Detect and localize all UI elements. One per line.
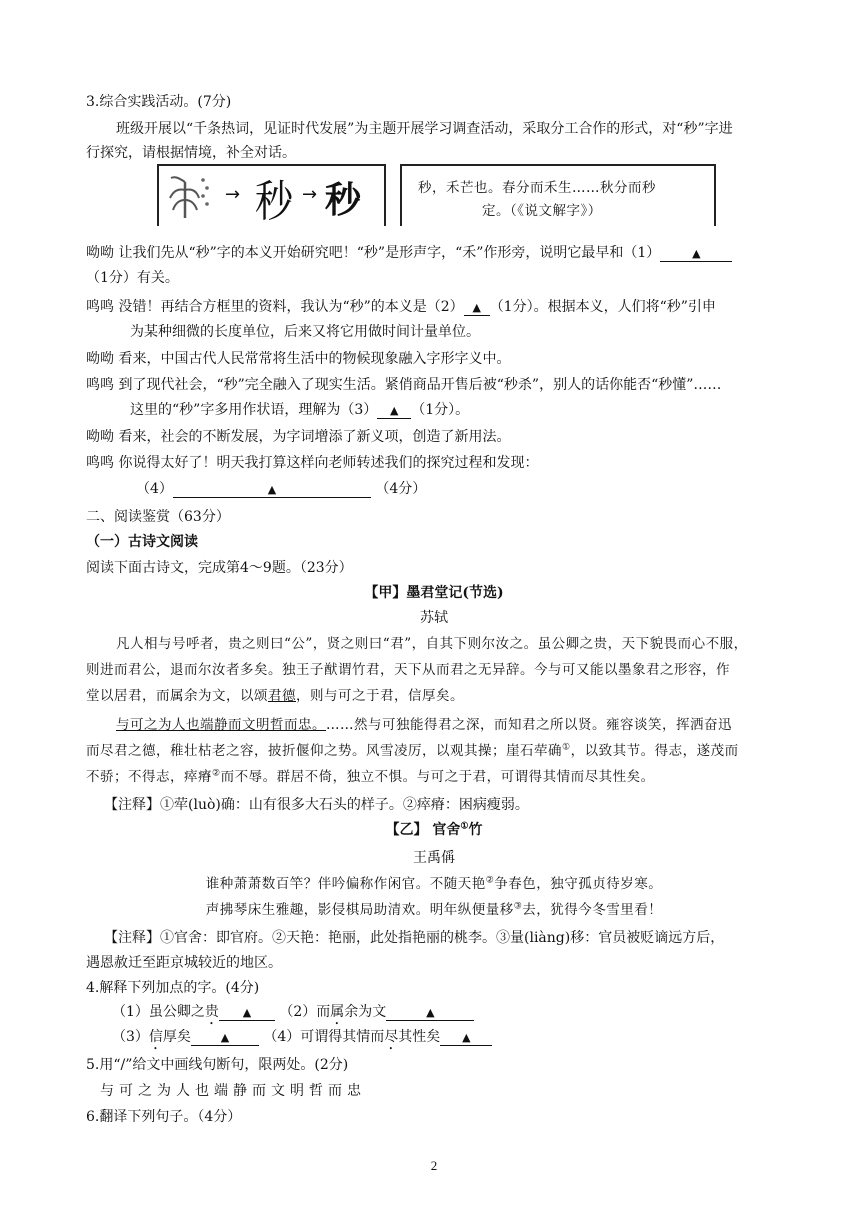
yi-title: 【乙】 官舍①竹 (385, 821, 483, 838)
answer-blank-2[interactable]: ▲ (464, 299, 490, 316)
dialogue-6-answer: （4） ▲ （4分） (136, 481, 427, 497)
jia-p2-line2: 而尽君之德，稚壮枯老之容，披折偃仰之势。风雪凌厉，以观其操；崖石荦确①，以致其节。得志，遂茂而 (86, 742, 739, 759)
yi-note-line2: 遇恩赦迁至距京城较近的地区。 (86, 955, 282, 971)
jia-title: 【甲】墨君堂记(节选) (364, 585, 504, 601)
underlined-word: 君德 (268, 688, 296, 704)
section-heading: 二、阅读鉴赏（63分） (86, 509, 230, 525)
q3-title: 3.综合实践活动。(7分) (86, 94, 232, 110)
q4-title: 4.解释下列加点的字。(4分) (86, 980, 260, 996)
seal-script-char: 秒 (255, 176, 294, 227)
reading-intro: 阅读下面古诗文，完成第4～9题。（23分） (86, 560, 353, 576)
answer-blank-1[interactable]: ▲ (660, 245, 732, 262)
q4-items-row2: （3）信厚矣 ▲ （4）可谓得其情而尽其性矣 ▲ (112, 1027, 492, 1053)
jia-p1-line2: 则进而君公，退而尔汝者多矣。独王子猷谓竹君，天下从而君之无异辞。今与可又能以墨象君之形容，作 (86, 662, 730, 678)
speaker: 鸣鸣 (86, 455, 114, 471)
shuowen-line2: 定。（《说文解字》） (482, 203, 602, 219)
underlined-sentence: 与可之为人也端静而文明哲而忠。 (116, 717, 326, 733)
speaker: 鸣鸣 (86, 377, 114, 393)
dialogue-4: 鸣鸣 到了现代社会，“秒”完全融入了现实生活。紧俏商品开售后被“秒杀”，别人的话你能否“秒懂”…… (86, 377, 722, 393)
dialogue-5: 呦呦 看来，社会的不断发展，为字词增添了新义项，创造了新用法。 (86, 429, 511, 445)
speaker: 呦呦 (86, 351, 114, 367)
q3-intro-line2: 行探究，请根据情境，补全对话。 (86, 145, 296, 161)
dialogue-3: 呦呦 看来，中国古代人民常常将生活中的物候现象融入字形字义中。 (86, 351, 511, 367)
footnote-2-mark: ② (212, 768, 221, 779)
answer-blank-3[interactable]: ▲ (377, 402, 411, 419)
q3-intro-line1: 班级开展以“千条热词，见证时代发展”为主题开展学习调查活动，采取分工合作的形式，对“秒”字进 (116, 121, 733, 137)
ancient-glyph-icon (165, 170, 211, 220)
dialogue-1: 呦呦 让我们先从“秒”字的本义开始研究吧！“秒”是形声字，“禾”作形旁，说明它最早和（1） ▲ (86, 243, 732, 263)
q4-blank-4[interactable]: ▲ (440, 1029, 492, 1046)
q4-blank-1[interactable]: ▲ (219, 1004, 275, 1021)
dialogue-1-cont: （1分）有关。 (86, 270, 179, 286)
dialogue-4-cont: 这里的“秒”字多用作状语，理解为（3） ▲ （1分）。 (130, 402, 470, 418)
character-evolution-box (157, 164, 386, 226)
dialogue-6: 鸣鸣 你说得太好了！明天我打算这样向老师转述我们的探究过程和发现： (86, 455, 539, 471)
yi-poem-line1: 谁种萧萧数百竿？伴吟偏称作闲官。不随天艳②争春色，独守孤贞待岁寒。 (205, 875, 663, 892)
q6-title: 6.翻译下列句子。（4分） (86, 1109, 242, 1125)
q4-blank-2[interactable]: ▲ (386, 1004, 474, 1021)
yi-poem-line2: 声拂琴床生雅趣，影侵棋局助清欢。明年纵便量移③去，犹得今冬雪里看！ (205, 901, 663, 918)
yi-note-line1: 【注释】①官舍：即官府。②天艳：艳丽，此处指艳丽的桃李。③量(liàng)移：官员被贬谪远方后， (104, 930, 725, 946)
jia-p1-line1: 凡人相与号呼者，贵之则曰“公”，贤之则曰“君”，自其下则尔汝之。虽公卿之贵，天下貌畏而心不服， (116, 636, 748, 652)
jia-p2-line3: 不骄；不得志，瘁瘠②而不辱。群居不倚，独立不惧。与可之于君，可谓得其情而尽其性矣。 (86, 768, 655, 785)
jia-note: 【注释】①荦(luò)确：山有很多大石头的样子。②瘁瘠：困病瘦弱。 (104, 797, 529, 813)
modern-char: 秒 (325, 179, 362, 221)
answer-blank-4[interactable]: ▲ (173, 481, 371, 498)
q4-items-row1: （1）虽公卿之贵 ▲ （2）而属余为文 ▲ (112, 1002, 474, 1028)
shuowen-line1: 秒，禾芒也。春分而禾生……秋分而秒 (418, 180, 656, 196)
jia-p2-line1: 与可之为人也端静而文明哲而忠。……然与可独能得君之深，而知君之所以贤。雍容谈笑，挥洒奋迅 (116, 717, 732, 733)
arrow-1: → (225, 184, 241, 205)
q4-blank-3[interactable]: ▲ (191, 1029, 259, 1046)
yi-author: 王禹偁 (413, 850, 455, 866)
speaker: 呦呦 (86, 245, 114, 261)
speaker: 呦呦 (86, 429, 114, 445)
dialogue-2-cont: 为某种细微的长度单位，后来又将它用做时间计量单位。 (130, 324, 480, 340)
arrow-2: → (302, 184, 318, 205)
jia-p1-line3: 堂以居君，而属余为文，以颂君德，则与可之于君，信厚矣。 (86, 688, 464, 704)
jia-author: 苏轼 (420, 610, 448, 626)
page-number: 2 (430, 1158, 438, 1173)
q5-title: 5.用“/”给文中画线句断句，限两处。(2分) (86, 1057, 349, 1073)
shuowen-box (400, 164, 716, 226)
dialogue-2: 鸣鸣 没错！再结合方框里的资料，我认为“秒”的本义是（2） ▲ （1分）。根据本义，人们将“秒”引申 (86, 299, 716, 315)
speaker: 鸣鸣 (86, 299, 114, 315)
footnote-1-mark: ① (562, 742, 571, 753)
q5-sentence[interactable]: 与可之为人也端静而文明哲而忠 (100, 1083, 366, 1099)
subsection-heading: （一）古诗文阅读 (86, 534, 198, 550)
